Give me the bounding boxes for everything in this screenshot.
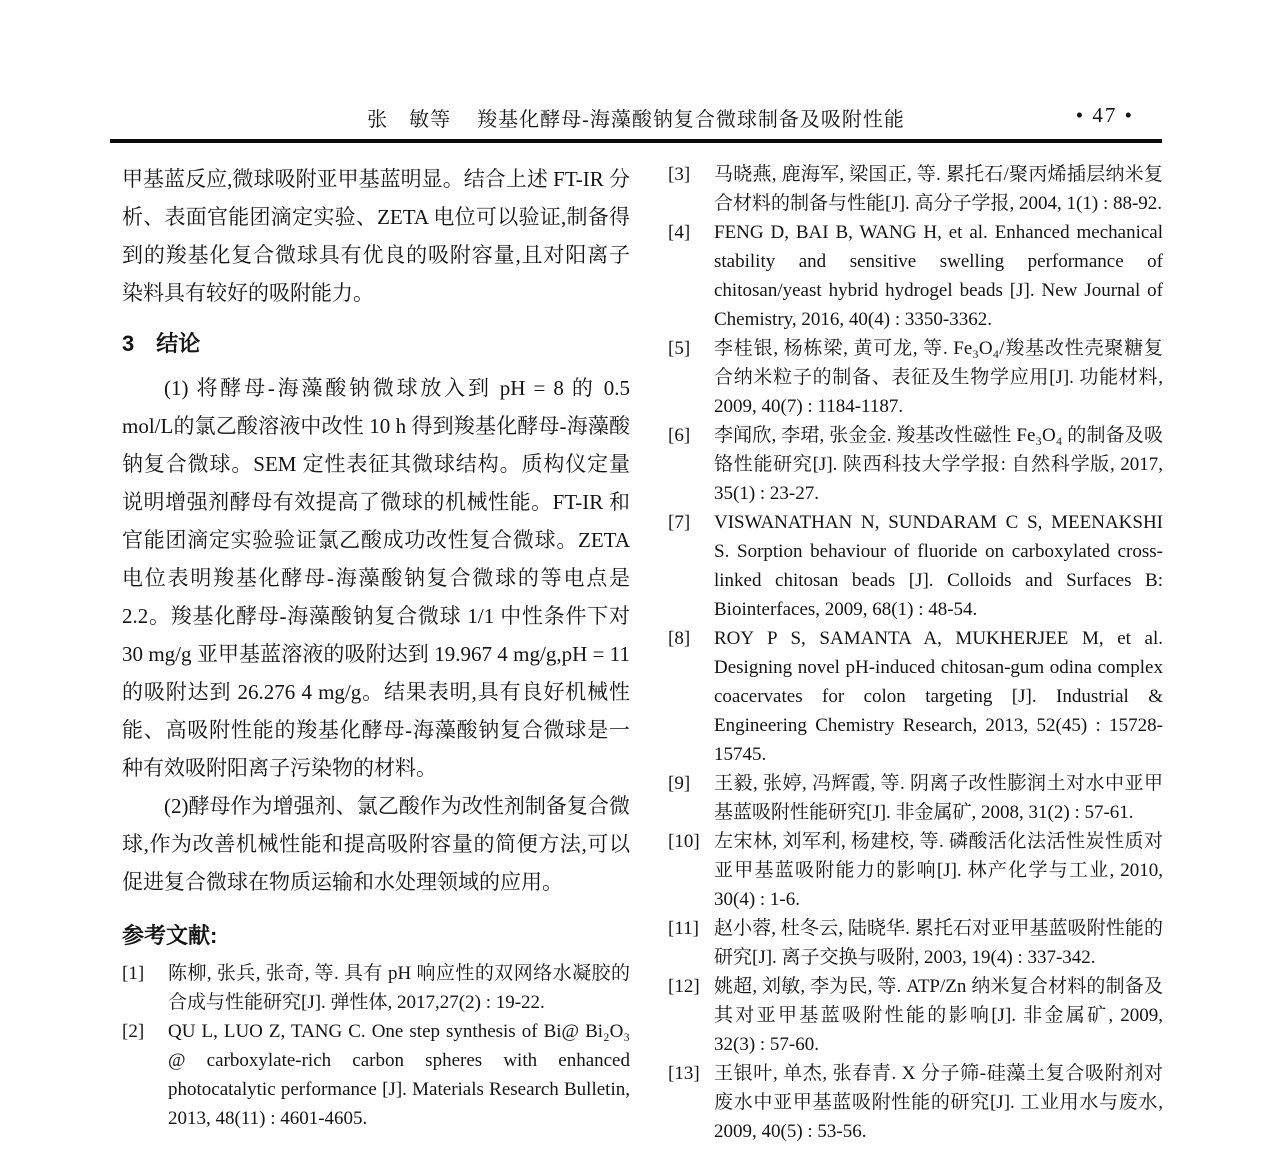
reference-label: [13] [668, 1063, 700, 1084]
running-title-line [110, 103, 1162, 132]
left-column [122, 160, 630, 1133]
section-heading-conclusion [122, 329, 630, 359]
reference-label: [8] [668, 628, 691, 649]
reference-label: [4] [668, 222, 691, 243]
reference-text: ROY P S, SAMANTA A, MUKHERJEE M, et al. Designing novel pH-induced chitosan-gum odina complex coacervates for colon targeting [J]. Industrial & Engineering Chemistry Research, 2013, 52(45) : 15728-15745. [714, 628, 1163, 765]
reference-item-12 [668, 972, 1163, 1059]
reference-label: [10] [668, 831, 700, 852]
reference-text: 马晓燕, 鹿海军, 梁国正, 等. 累托石/聚丙烯插层纳米复合材料的制备与性能[J]. 高分子学报, 2004, 1(1) : 88-92. [714, 164, 1163, 214]
reference-label: [2] [122, 1021, 145, 1042]
reference-text: QU L, LUO Z, TANG C. One step synthesis of Bi@ Bi₂O₃ @ carboxylate-rich carbon spheres with enhanced photocatalytic performance [J]. Materials Research Bulletin, 2013, 48(11) : 4601-4605. [168, 1021, 630, 1129]
reference-label: [7] [668, 512, 691, 533]
reference-text: 赵小蓉, 杜冬云, 陆晓华. 累托石对亚甲基蓝吸附性能的研究[J]. 离子交换与吸附, 2003, 19(4) : 337-342. [714, 918, 1163, 968]
reference-text: 陈柳, 张兵, 张奇, 等. 具有 pH 响应性的双网络水凝胶的合成与性能研究[J]. 弹性体, 2017,27(2) : 19-22. [168, 963, 630, 1013]
intro-paragraph: 甲基蓝反应,微球吸附亚甲基蓝明显。结合上述 FT-IR 分析、表面官能团滴定实验、ZETA 电位可以验证,制备得到的羧基化复合微球具有优良的吸附容量,且对阳离子染料具有较好的吸附能力。 [122, 167, 630, 305]
reference-label: [11] [668, 918, 699, 939]
conclusion-paragraph-2: (2)酵母作为增强剂、氯乙酸作为改性剂制备复合微球,作为改善机械性能和提高吸附容量的简便方法,可以促进复合微球在物质运输和水处理领域的应用。 [122, 794, 630, 894]
reference-label: [12] [668, 976, 700, 997]
reference-item-5 [668, 334, 1163, 421]
reference-item-1 [122, 959, 630, 1017]
reference-label: [6] [668, 425, 691, 446]
section-title: 结论 [156, 331, 201, 356]
reference-item-3 [668, 160, 1163, 218]
reference-item-9 [668, 769, 1163, 827]
reference-label: [9] [668, 773, 691, 794]
reference-text: 左宋林, 刘军利, 杨建校, 等. 磷酸活化法活性炭性质对亚甲基蓝吸附能力的影响[J]. 林产化学与工业, 2010, 30(4) : 1-6. [714, 831, 1163, 910]
reference-label: [5] [668, 338, 691, 359]
right-column [668, 160, 1163, 1146]
conclusion-paragraph-1: (1) 将酵母-海藻酸钠微球放入到 pH = 8 的 0.5 mol/L的氯乙酸溶液中改性 10 h 得到羧基化酵母-海藻酸钠复合微球。SEM 定性表征其微球结构。质构仪定量说明增强剂酵母有效提高了微球的机械性能。FT-IR 和官能团滴定实验验证氯乙酸成功改性复合微球。ZETA 电位表明羧基化酵母-海藻酸钠复合微球的等电点是 2.2。羧基化酵母-海藻酸钠复合微球 1/1 中性条件下对 30 mg/g 亚甲基蓝溶液的吸附达到 19.967 4 mg/g,pH = 11 的吸附达到 26.276 4 mg/g。结果表明,具有良好机械性能、高吸附性能的羧基化酵母-海藻酸钠复合微球是一种有效吸附阳离子污染物的材料。 [122, 376, 630, 780]
reference-label: [1] [122, 963, 145, 984]
reference-item-11 [668, 914, 1163, 972]
reference-text: 姚超, 刘敏, 李为民, 等. ATP/Zn 纳米复合材料的制备及其对亚甲基蓝吸附性能的影响[J]. 非金属矿, 2009, 32(3) : 57-60. [714, 976, 1163, 1055]
reference-text: 王银叶, 单杰, 张春青. X 分子筛-硅藻土复合吸附剂对废水中亚甲基蓝吸附性能的研究[J]. 工业用水与废水, 2009, 40(5) : 53-56. [714, 1063, 1163, 1142]
reference-item-2 [122, 1017, 630, 1133]
reference-text: 李桂银, 杨栋梁, 黄可龙, 等. Fe₃O₄/羧基改性壳聚糖复合纳米粒子的制备、表征及生物学应用[J]. 功能材料, 2009, 40(7) : 1184-1187. [714, 338, 1163, 417]
running-header [110, 103, 1162, 135]
header-divider-rule [110, 139, 1162, 143]
reference-text: 李闻欣, 李珺, 张金金. 羧基改性磁性 Fe₃O₄ 的制备及吸铬性能研究[J]. 陕西科技大学学报: 自然科学版, 2017, 35(1) : 23-27. [714, 425, 1163, 504]
reference-text: VISWANATHAN N, SUNDARAM C S, MEENAKSHI S. Sorption behaviour of fluoride on carboxylated cross-linked chitosan beads [J]. Colloids and Surfaces B: Biointerfaces, 2009, 68(1) : 48-54. [714, 512, 1163, 620]
reference-item-4 [668, 218, 1163, 334]
reference-item-6 [668, 421, 1163, 508]
reference-label: [3] [668, 164, 691, 185]
section-number: 3 [122, 331, 135, 356]
references-heading: 参考文献: [122, 923, 218, 948]
reference-text: 王毅, 张婷, 冯辉霞, 等. 阴离子改性膨润土对水中亚甲基蓝吸附性能研究[J]. 非金属矿, 2008, 31(2) : 57-61. [714, 773, 1163, 823]
running-title: 羧基化酵母-海藻酸钠复合微球制备及吸附性能 [477, 109, 905, 131]
reference-item-10 [668, 827, 1163, 914]
page-number: • 47 • [1075, 103, 1134, 127]
reference-item-8 [668, 624, 1163, 769]
reference-item-13 [668, 1059, 1163, 1146]
running-author: 张 敏等 [367, 109, 452, 131]
reference-item-7 [668, 508, 1163, 624]
reference-text: FENG D, BAI B, WANG H, et al. Enhanced mechanical stability and sensitive swelling performance of chitosan/yeast hybrid hydrogel beads [J]. New Journal of Chemistry, 2016, 40(4) : 3350-3362. [714, 222, 1163, 330]
